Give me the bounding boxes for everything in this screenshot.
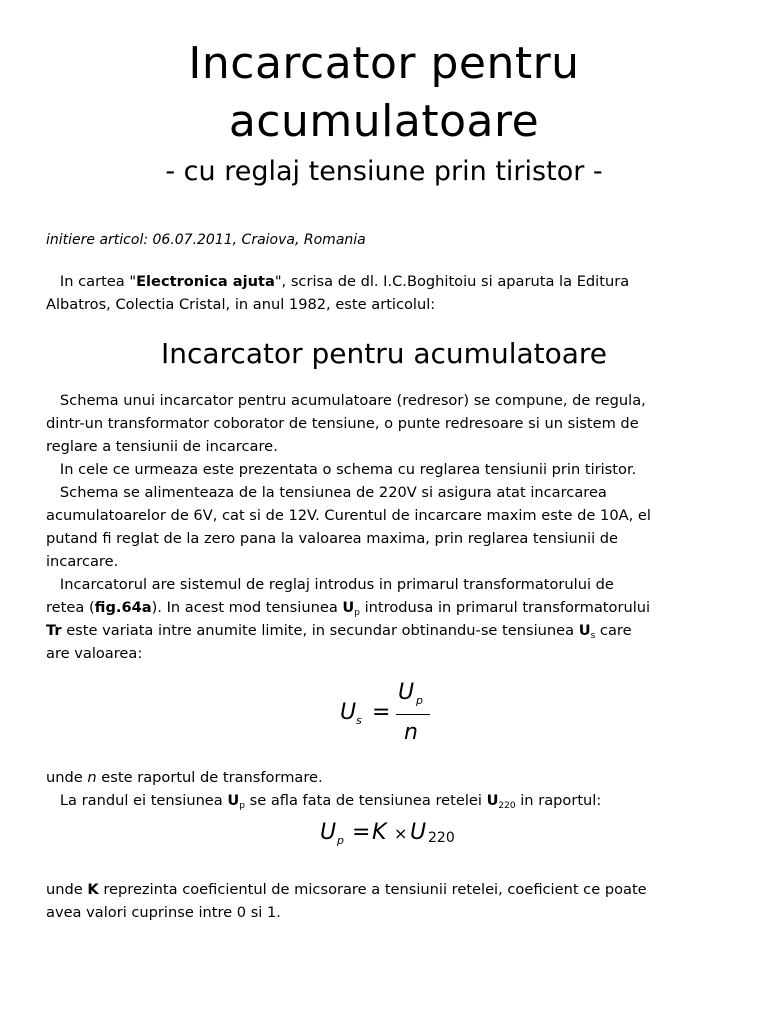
formula-us-lhs: U: [340, 700, 357, 725]
intro-line-2: Albatros, Colectia Cristal, in anul 1982, este articolul:: [46, 296, 436, 313]
body-line-10: retea (fig.64a). In acest mod tensiunea $U_p$ introdusa in primarul transformatorului: [46, 599, 651, 618]
formula-up-lhs: U: [320, 820, 337, 845]
formula-us-denominator: n: [404, 720, 418, 745]
intro-line-1: In cartea "Electronica ajuta", scrisa de dl. I.C.Boghitoiu si aparuta la Editura: [59, 273, 630, 290]
formula-up-equals: =: [352, 820, 371, 845]
formula-up: [320, 820, 480, 854]
fraction-bar: [396, 714, 430, 715]
body-line-8: incarcare.: [46, 553, 119, 570]
formula-up-rhs: U: [410, 820, 427, 845]
body-line-1: Schema unui incarcator pentru acumulatoare (redresor) se compune, de regula,: [59, 392, 646, 409]
formula-up-k: K: [372, 820, 387, 845]
formula-up-rhs-sub: 220: [428, 830, 455, 846]
coefficient-line-1: unde K reprezinta coeficientul de micsorare a tensiunii retelei, coeficient ce poate: [46, 881, 647, 898]
body-line-2: dintr-un transformator coborator de tensiune, o punte redresoare si un sistem de: [46, 415, 639, 432]
body-line-12: are valoarea:: [46, 645, 143, 662]
article-date-line: initiere articol: 06.07.2011, Craiova, Romania: [46, 232, 366, 248]
body-line-5: Schema se alimenteaza de la tensiunea de 220V si asigura atat incarcarea: [59, 484, 607, 501]
body-paragraph: [46, 389, 726, 665]
body-line-6: acumulatoarelor de 6V, cat si de 12V. Curentul de incarcare maxim este de 10A, el: [46, 507, 651, 524]
explanation-line-1: unde n este raportul de transformare.: [46, 769, 323, 786]
formula-us-equals: =: [372, 700, 391, 725]
body-line-4: In cele ce urmeaza este prezentata o schema cu reglarea tensiunii prin tiristor.: [59, 461, 637, 478]
formula-up-lhs-sub: p: [337, 834, 344, 847]
body-line-9: Incarcatorul are sistemul de reglaj introdus in primarul transformatorului de: [59, 576, 614, 593]
page-title-line-1: Incarcator pentru: [188, 38, 580, 89]
page-title-line-2: acumulatoare: [228, 96, 540, 147]
intro-paragraph: [46, 270, 726, 316]
coefficient-line-2: avea valori cuprinse intre 0 si 1.: [46, 904, 281, 921]
body-line-7: putand fi reglat de la zero pana la valoarea maxima, prin reglarea tensiunii de: [46, 530, 619, 547]
body-line-11: Tr este variata intre anumite limite, in secundar obtinandu-se tensiunea $U_s$ care: [46, 622, 632, 641]
explanation-paragraph: [46, 766, 726, 812]
body-line-3: reglare a tensiunii de incarcare.: [46, 438, 278, 455]
book-title: Electronica ajuta: [136, 273, 275, 290]
formula-us-numerator: U: [398, 680, 415, 705]
page-subtitle: - cu reglaj tensiune prin tiristor -: [165, 156, 603, 187]
formula-us-lhs-sub: s: [356, 714, 362, 727]
formula-up-times: ×: [394, 824, 408, 843]
section-heading: Incarcator pentru acumulatoare: [160, 337, 608, 370]
formula-us: [340, 680, 460, 750]
explanation-line-2: La randul ei tensiunea $U_p$ se afla fata de tensiunea retelei $U_{220}$ in raportul:: [59, 792, 602, 811]
coefficient-paragraph: [46, 878, 726, 924]
formula-us-numerator-sub: p: [416, 694, 423, 707]
figure-reference: fig.64a: [94, 599, 152, 616]
